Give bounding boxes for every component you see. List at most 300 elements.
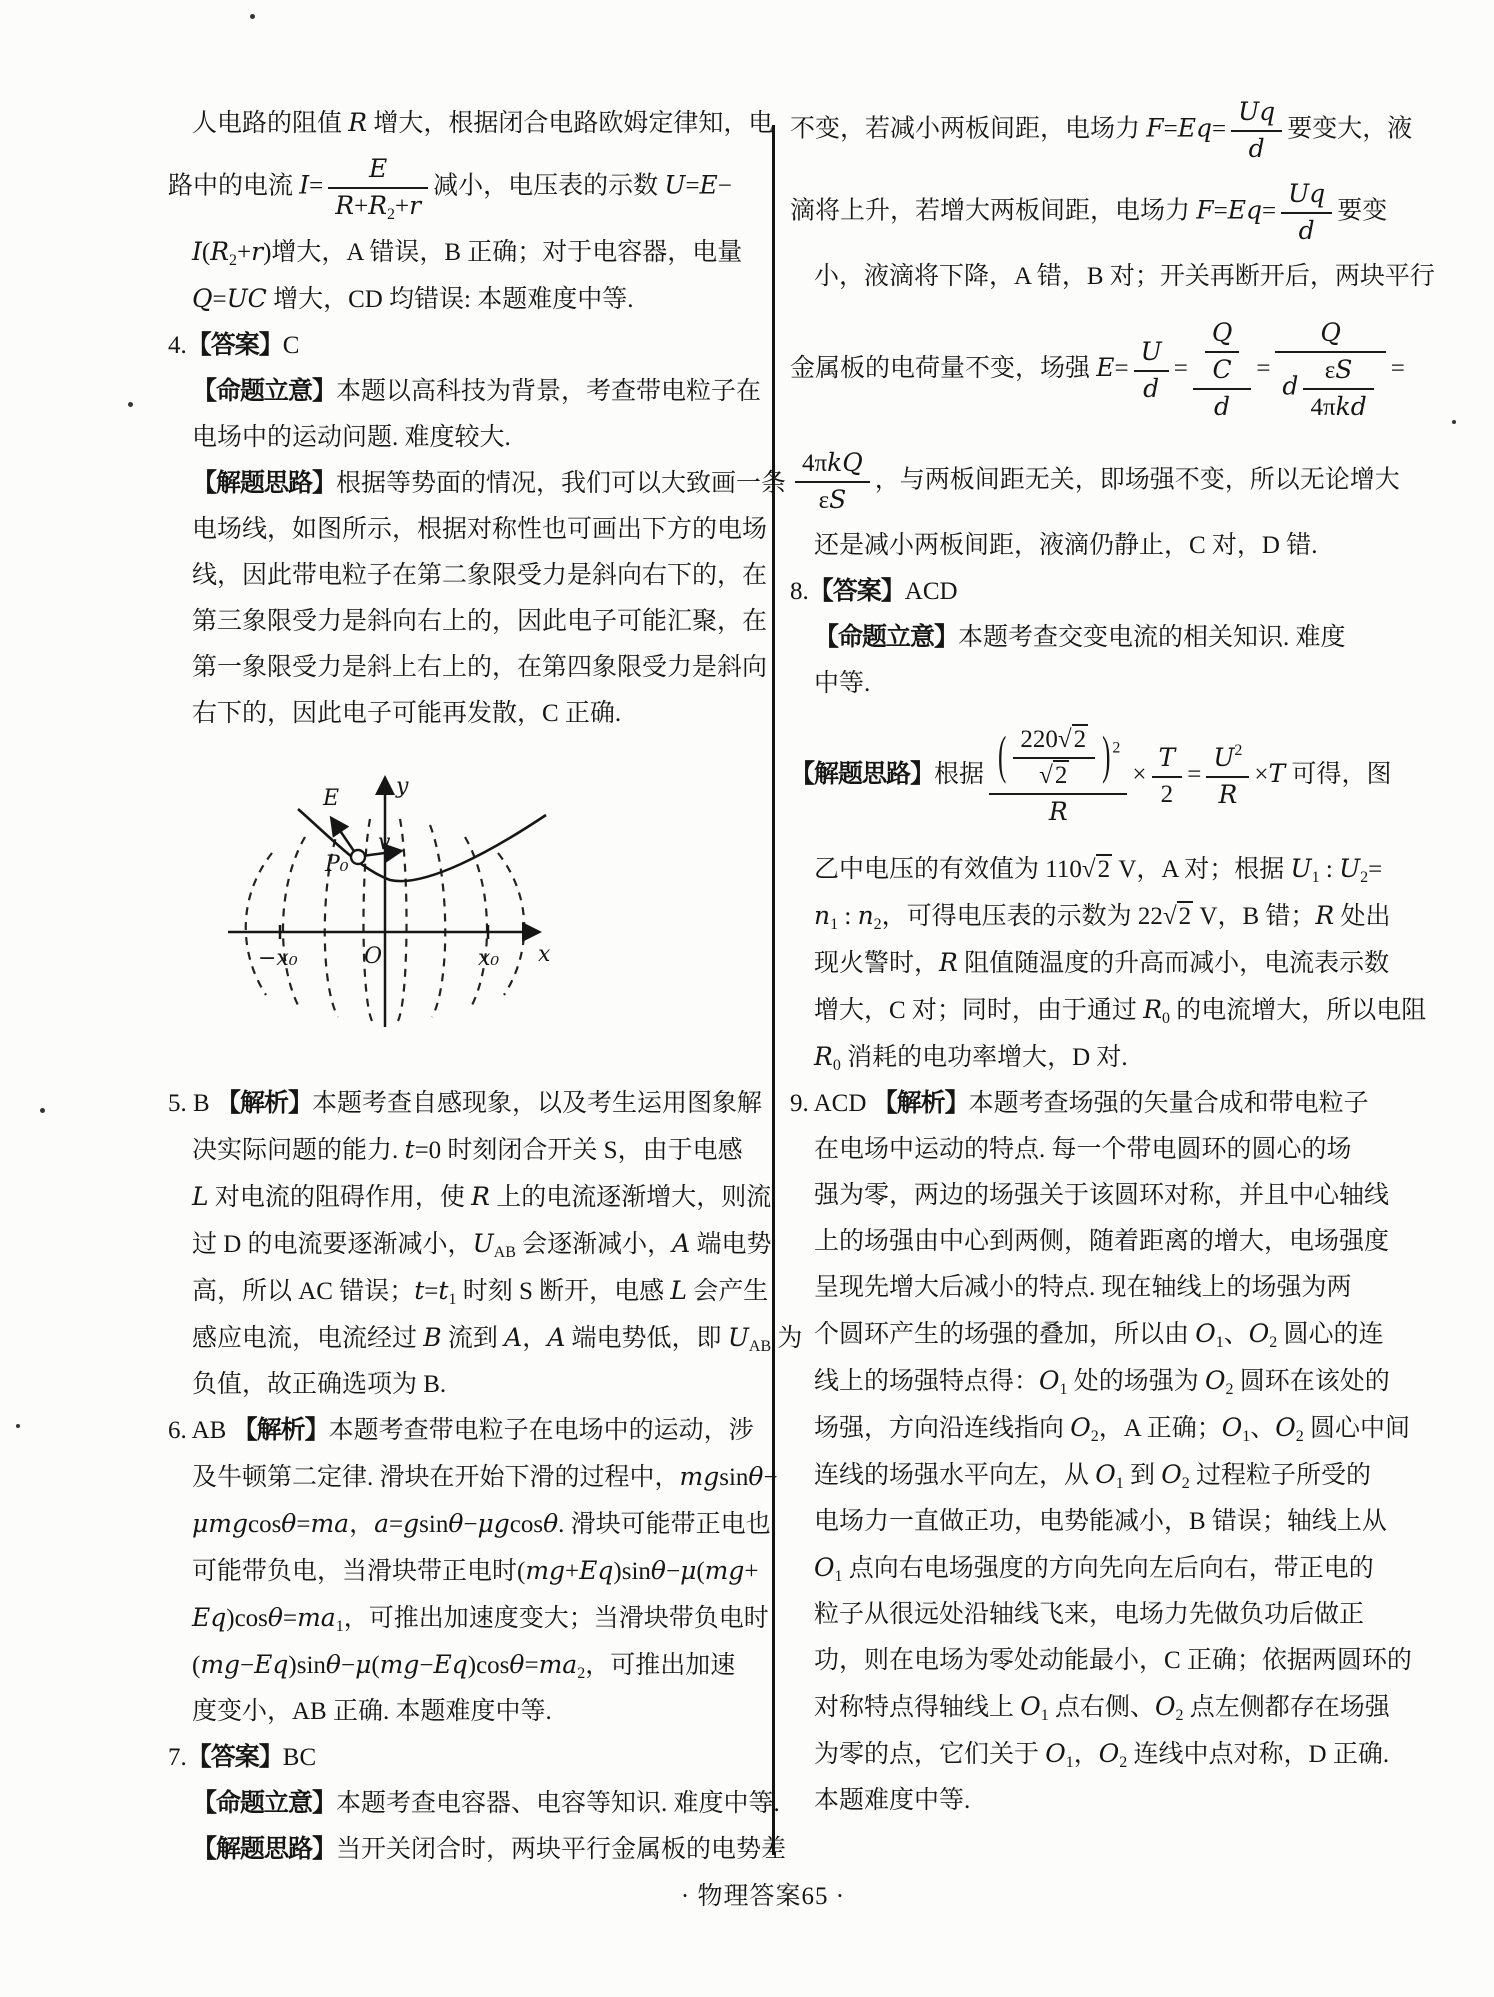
text-line	[790, 441, 1458, 523]
bold-marker: 【答案】	[186, 332, 283, 359]
math-variable: μ	[680, 1556, 697, 1585]
text-run: ，	[349, 1511, 375, 1538]
text-line	[790, 1034, 1458, 1081]
subscript: 2	[873, 916, 882, 933]
text-line	[790, 1219, 1458, 1265]
math-variable: t	[404, 1135, 415, 1164]
math-variable: I	[192, 237, 202, 266]
fraction	[1275, 318, 1385, 423]
math-variable: A	[547, 1323, 566, 1352]
field-line	[498, 853, 524, 995]
text-run: 个圆环产生的场强的叠加，所以由	[814, 1321, 1196, 1348]
text-run: 端电势低，即	[565, 1325, 728, 1352]
math-variable: d	[1214, 392, 1231, 421]
text-run: =	[524, 1652, 539, 1679]
text-line	[168, 1315, 803, 1362]
math-variable: Eq	[579, 1556, 614, 1585]
math-variable: Eq	[254, 1650, 289, 1679]
math-variable: ma	[310, 1509, 350, 1538]
text-run: 点右侧、	[1048, 1694, 1156, 1721]
text-run: 消耗的电功率增大，D 对.	[840, 1044, 1128, 1071]
subscript: 2	[1090, 1428, 1099, 1445]
text-run: :	[838, 903, 858, 930]
text-run: :	[1319, 856, 1340, 883]
math-variable: O	[1248, 1319, 1270, 1348]
text-run: 4π	[1310, 394, 1336, 421]
text-line	[168, 1548, 772, 1595]
subscript: 0	[832, 1057, 841, 1074]
text-line	[790, 1731, 1458, 1778]
math-variable: E	[1096, 353, 1115, 383]
text-run: 中等.	[814, 670, 871, 697]
math-variable: n	[814, 901, 831, 930]
text-line	[790, 90, 1458, 172]
math-variable: θ	[509, 1650, 525, 1679]
subscript: 1	[335, 1618, 344, 1635]
math-variable: O	[1045, 1739, 1066, 1768]
math-variable: O	[1098, 1739, 1120, 1768]
fraction	[1231, 97, 1282, 165]
math-variable: Eq	[433, 1650, 468, 1679]
text-run: −	[763, 1464, 778, 1491]
math-variable: mg	[525, 1556, 566, 1585]
text-run: ε	[1324, 357, 1336, 384]
math-variable: r	[409, 191, 422, 220]
math-variable: θ	[325, 1650, 341, 1679]
text-run: 本题以高科技为背景，考查带电粒子在	[336, 378, 762, 405]
bold-marker: 【解题思路】	[192, 1836, 337, 1863]
text-line	[168, 1735, 772, 1781]
text-run: −	[665, 1558, 681, 1585]
text-run: 当开关闭合时，两块平行金属板的电势差	[336, 1836, 787, 1863]
text-line	[168, 1595, 772, 1642]
text-run: −	[419, 1652, 434, 1679]
math-variable: t	[414, 1276, 425, 1305]
text-run: 2	[1160, 781, 1174, 808]
math-variable: E	[699, 170, 718, 200]
text-run: cos	[247, 1511, 282, 1538]
text-run: 流到	[441, 1325, 505, 1352]
text-run: 4.	[168, 332, 187, 359]
text-run: )sin	[613, 1558, 651, 1585]
text-run: 处的场强为	[1067, 1368, 1206, 1395]
subscript: 2	[1175, 1707, 1184, 1724]
subscript: 1	[1040, 1707, 1049, 1724]
text-run: 5. B	[168, 1090, 216, 1117]
origin-label: O	[364, 944, 383, 969]
math-variable: S	[829, 485, 847, 514]
left-column-text-bottom	[168, 1081, 803, 1873]
page-footer-text: · 物理答案65 ·	[680, 1883, 846, 1910]
text-line	[790, 1638, 1458, 1684]
math-variable: F	[1146, 113, 1164, 143]
P0-label: P₀	[325, 852, 349, 877]
math-variable: R	[368, 191, 388, 220]
text-line	[168, 323, 772, 369]
text-run: 负值，故正确选项为 B.	[192, 1371, 447, 1398]
text-run: =	[424, 1278, 439, 1305]
text-run: 功，则在电场为零处动能最小，C 正确；依据两圆环的	[814, 1647, 1412, 1674]
math-variable: mg	[679, 1462, 720, 1491]
text-run: BC	[282, 1744, 317, 1771]
text-run: 还是减小两板间距，液滴仍静止，C 对，D 错.	[814, 532, 1318, 559]
math-variable: C	[1212, 355, 1232, 384]
text-run: ，	[522, 1325, 548, 1352]
math-variable: O	[1205, 1366, 1226, 1395]
text-line	[790, 707, 1458, 846]
text-run: 电场力一直做正功，电势能减小，B 错误；轴线上从	[814, 1508, 1387, 1535]
text-run: 到	[1123, 1462, 1162, 1489]
math-variable: O	[1221, 1413, 1243, 1442]
fraction	[795, 448, 870, 516]
text-line	[168, 461, 787, 507]
text-run: 在电场中运动的特点. 每一个带电圆环的圆心的场	[814, 1136, 1352, 1163]
math-variable: T	[1158, 743, 1176, 772]
math-variable: O	[1275, 1413, 1296, 1442]
text-run: 增大，C 对；同时，由于通过	[814, 997, 1144, 1024]
text-line	[790, 1684, 1458, 1731]
math-variable: I	[299, 170, 310, 200]
text-run: 度变小，AB 正确. 本题难度中等.	[192, 1698, 552, 1725]
sqrt-expression: √2	[1057, 726, 1087, 753]
text-run: =	[1390, 355, 1405, 383]
text-run: 本题考查电容器、电容等知识. 难度中等.	[336, 1790, 780, 1817]
left-column	[168, 100, 803, 1873]
math-variable: O	[1195, 1319, 1216, 1348]
text-run: 过 D 的电流要逐渐减小，	[192, 1231, 473, 1258]
fraction	[1205, 318, 1240, 386]
subscript: 1	[1215, 1334, 1224, 1351]
text-run: 不变，若减小两板间距，电场力	[790, 115, 1147, 143]
field-line	[283, 837, 305, 1009]
text-line	[790, 1358, 1458, 1405]
math-variable: Eq	[192, 1603, 227, 1632]
big-paren: )	[1102, 728, 1111, 786]
math-variable: Q	[192, 284, 213, 313]
math-variable: θ	[267, 1603, 283, 1632]
text-run: −	[463, 1511, 478, 1538]
text-run: sin	[419, 1511, 449, 1538]
text-run: 本题难度中等.	[814, 1787, 971, 1814]
text-run: (	[201, 239, 211, 266]
text-line	[790, 893, 1458, 940]
text-run: ACD	[904, 578, 958, 605]
subscript: 1	[1242, 1428, 1251, 1445]
text-run: . 滑块可能带正电也	[558, 1511, 771, 1538]
page-footer	[613, 1876, 913, 1912]
math-variable: kQ	[827, 448, 863, 477]
text-run: C	[282, 332, 300, 359]
text-run: 、	[1223, 1321, 1249, 1348]
text-line	[168, 1781, 780, 1827]
text-run: =	[1213, 197, 1228, 225]
text-run: 可能带负电，当滑块带正电时(	[192, 1558, 526, 1585]
text-line	[790, 172, 1458, 254]
math-variable: L	[670, 1276, 687, 1305]
superscript: 2	[1112, 739, 1121, 757]
text-line	[168, 507, 772, 553]
subscript: 1	[1115, 1475, 1124, 1492]
text-run: 根据	[934, 761, 985, 789]
text-run: 上的电流逐渐增大，则流	[489, 1184, 772, 1211]
bold-marker: 【命题立意】	[192, 1790, 337, 1817]
math-variable: R	[1315, 901, 1335, 930]
text-run: =	[685, 172, 700, 200]
text-run: =	[296, 1511, 311, 1538]
text-run: 过程粒子所受的	[1189, 1462, 1372, 1489]
text-run: =	[1212, 115, 1227, 143]
subscript: 1	[834, 1568, 843, 1585]
text-run: +	[744, 1558, 759, 1585]
text-run: 场强，方向沿连线指向	[814, 1415, 1071, 1442]
text-line	[168, 276, 772, 323]
text-run: V，B 错；	[1193, 903, 1316, 930]
math-variable: R	[814, 1042, 833, 1071]
text-run: =	[1163, 115, 1178, 143]
text-run: =	[1114, 355, 1129, 383]
fraction	[1303, 355, 1373, 423]
text-run: 的电流增大，所以电阻	[1170, 997, 1427, 1024]
math-variable: UC	[226, 284, 267, 313]
text-run: 金属板的电荷量不变，场强	[790, 355, 1097, 383]
text-run: +	[565, 1558, 580, 1585]
field-line	[465, 837, 487, 1009]
text-line	[168, 229, 772, 276]
text-run: )cos	[467, 1652, 510, 1679]
text-line	[168, 1642, 772, 1689]
bold-marker: 【解析】	[232, 1417, 329, 1444]
text-line	[168, 691, 772, 737]
subscript: 1	[830, 916, 839, 933]
math-variable: R	[1218, 779, 1238, 809]
text-line	[168, 553, 772, 599]
math-variable: kd	[1335, 392, 1367, 421]
field-line	[430, 825, 445, 1017]
text-run: 处出	[1334, 903, 1391, 930]
text-run: 乙中电压的有效值为 110	[814, 856, 1082, 883]
text-line	[168, 1174, 772, 1221]
math-variable: Uq	[1238, 97, 1276, 126]
fraction	[1013, 725, 1095, 791]
math-variable: U	[664, 170, 686, 200]
text-line	[168, 415, 772, 461]
field-line	[246, 853, 272, 995]
text-run: ，与两板间距无关，即场强不变，所以无论增大	[874, 466, 1400, 494]
text-run: 圆心中间	[1303, 1415, 1410, 1442]
text-run: ，可推出加速	[585, 1652, 736, 1679]
text-run: 及牛顿第二定律. 滑块在开始下滑的过程中，	[192, 1464, 680, 1491]
fraction	[1152, 743, 1183, 810]
text-line	[790, 615, 1458, 661]
text-run: 9. ACD	[790, 1090, 873, 1117]
P0-point	[351, 850, 365, 864]
math-variable: t	[438, 1276, 449, 1305]
text-run: =	[282, 1605, 298, 1632]
math-variable: a	[374, 1509, 390, 1538]
subscript: 2	[1269, 1334, 1278, 1351]
text-line	[790, 940, 1458, 987]
text-run: 减小，电压表的示数	[433, 172, 665, 200]
text-run: 圆环在该处的	[1233, 1368, 1390, 1395]
sqrt-expression: √2	[1081, 856, 1111, 883]
x-axis-label: x	[538, 942, 550, 967]
text-line	[168, 1827, 787, 1873]
text-line	[168, 1081, 772, 1127]
text-run: cos	[509, 1511, 544, 1538]
subscript: 2	[387, 206, 396, 223]
scan-artifact-dot	[128, 402, 133, 407]
text-run: 6. AB	[168, 1417, 233, 1444]
math-variable: O	[1095, 1460, 1116, 1489]
text-run: ×	[1254, 761, 1269, 789]
text-line	[790, 300, 1458, 441]
math-variable: B	[423, 1323, 442, 1352]
subscript: 0	[1162, 1010, 1171, 1027]
text-run: 线上的场强特点得：	[814, 1368, 1040, 1395]
text-line	[790, 523, 1458, 569]
math-variable: U	[1140, 336, 1162, 366]
text-run: =	[1173, 355, 1188, 383]
text-run: 点左侧都存在场强	[1183, 1694, 1390, 1721]
subscript: 2	[577, 1665, 586, 1682]
math-variable: d	[1282, 371, 1299, 401]
math-variable: θ	[543, 1509, 559, 1538]
text-run: ×	[1132, 761, 1147, 789]
text-line	[790, 1127, 1458, 1173]
text-run: 4π	[802, 450, 828, 477]
x0-label: x₀	[478, 946, 500, 971]
text-run: =	[1262, 197, 1277, 225]
text-run: 为零的点，它们关于	[814, 1741, 1046, 1768]
subscript: 2	[1225, 1381, 1234, 1398]
text-run: 线，因此带电粒子在第二象限受力是斜向右下的，在	[192, 562, 768, 589]
text-line	[790, 1592, 1458, 1638]
text-run: =0 时刻闭合开关 S，由于电感	[414, 1137, 743, 1164]
fraction	[328, 154, 428, 222]
text-line	[790, 1452, 1458, 1499]
math-variable: U	[472, 1229, 494, 1258]
text-run: ，可推出加速度变大；当滑块带负电时	[343, 1605, 769, 1632]
bold-marker: 【解析】	[215, 1090, 312, 1117]
column-divider	[772, 125, 775, 1855]
text-run: 呈现先增大后减小的特点. 现在轴线上的场强为两	[814, 1274, 1352, 1301]
math-variable: Q	[1320, 318, 1341, 347]
math-variable: R	[471, 1182, 490, 1211]
math-variable: ma	[538, 1650, 578, 1679]
text-run: =	[1256, 355, 1271, 383]
text-run: sin	[719, 1464, 749, 1491]
text-line	[168, 1221, 772, 1268]
v-label: v	[378, 830, 391, 855]
text-run: 要变	[1337, 197, 1388, 225]
text-run: 会逐渐减小，	[515, 1231, 673, 1258]
math-variable: O	[1161, 1460, 1182, 1489]
text-run: 圆心的连	[1277, 1321, 1384, 1348]
text-run: +	[395, 193, 410, 220]
text-run: 上的场强由中心到两侧，随着距离的增大，电场强度	[814, 1228, 1390, 1255]
text-line	[790, 661, 1458, 707]
text-run: 滴将上升，若增大两板间距，电场力	[790, 197, 1197, 225]
text-line	[790, 846, 1458, 893]
text-line	[168, 1501, 772, 1548]
math-variable: R	[1143, 995, 1163, 1024]
superscript: 2	[1234, 741, 1243, 759]
math-variable: U	[1339, 854, 1361, 883]
math-variable: μ	[355, 1650, 372, 1679]
text-line	[790, 1545, 1458, 1592]
fraction	[1134, 337, 1169, 405]
text-run: −	[717, 172, 732, 200]
text-line	[790, 1265, 1458, 1311]
text-run: 电场线，如图所示，根据对称性也可画出下方的电场	[192, 516, 768, 543]
text-run: =	[1187, 761, 1202, 789]
subscript: 1	[1059, 1381, 1068, 1398]
fraction	[1206, 743, 1249, 811]
field-line	[363, 819, 372, 1021]
text-run: 增大，根据闭合电路欧姆定律知，电	[367, 110, 774, 137]
text-run: =	[389, 1511, 404, 1538]
math-variable: Eq	[1177, 113, 1212, 143]
text-run: =	[212, 286, 227, 313]
text-run: (	[696, 1558, 705, 1585]
subscript: 1	[1311, 869, 1320, 886]
text-line	[168, 147, 772, 229]
math-variable: F	[1196, 195, 1214, 225]
text-run: 可得，图	[1285, 761, 1392, 789]
math-variable: mg	[200, 1650, 241, 1679]
big-paren: (	[998, 728, 1007, 786]
text-run: (	[371, 1652, 380, 1679]
math-variable: d	[1298, 216, 1315, 245]
math-variable: O	[1155, 1692, 1176, 1721]
text-line	[790, 1173, 1458, 1219]
text-run: 连线中点对称，D 正确.	[1127, 1741, 1390, 1768]
math-variable: L	[192, 1182, 209, 1211]
scan-artifact-dot	[40, 1108, 45, 1113]
neg-x0-label: −x₀	[258, 946, 298, 971]
bold-marker: 【命题立意】	[814, 624, 959, 651]
text-run: ε	[818, 487, 830, 514]
math-variable: E	[369, 154, 388, 183]
right-column	[790, 90, 1458, 1824]
subscript: 1	[448, 1291, 457, 1308]
text-run: 点向右电场强度的方向先向左后向右，带正电的	[842, 1555, 1374, 1582]
text-run: 端电势	[690, 1231, 772, 1258]
math-variable: A	[672, 1229, 691, 1258]
text-run: 小，液滴将下降，A 错，B 对；开关再断开后，两块平行	[814, 263, 1435, 290]
text-run: =	[1368, 856, 1383, 883]
text-run: 时刻 S 断开，电感	[456, 1278, 671, 1305]
math-variable: d	[1248, 134, 1265, 163]
text-run: 本题考查交变电流的相关知识. 难度	[958, 624, 1346, 651]
fraction	[1281, 179, 1332, 247]
math-variable: O	[814, 1553, 835, 1582]
subscript: 2	[1119, 1754, 1128, 1771]
text-run: 220	[1020, 726, 1058, 753]
text-run: =	[309, 172, 324, 200]
text-line	[168, 1268, 772, 1315]
text-line	[168, 1362, 772, 1408]
text-run: ，A 正确；	[1098, 1415, 1222, 1442]
text-line	[790, 1778, 1458, 1824]
math-variable: θ	[748, 1462, 764, 1491]
y-axis-label: y	[396, 774, 409, 799]
math-variable: θ	[281, 1509, 297, 1538]
text-run: 对电流的阻碍作用，使	[208, 1184, 472, 1211]
text-run: 高，所以 AC 错误；	[192, 1278, 415, 1305]
scan-artifact-dot	[16, 1424, 20, 1428]
text-line	[790, 254, 1458, 300]
